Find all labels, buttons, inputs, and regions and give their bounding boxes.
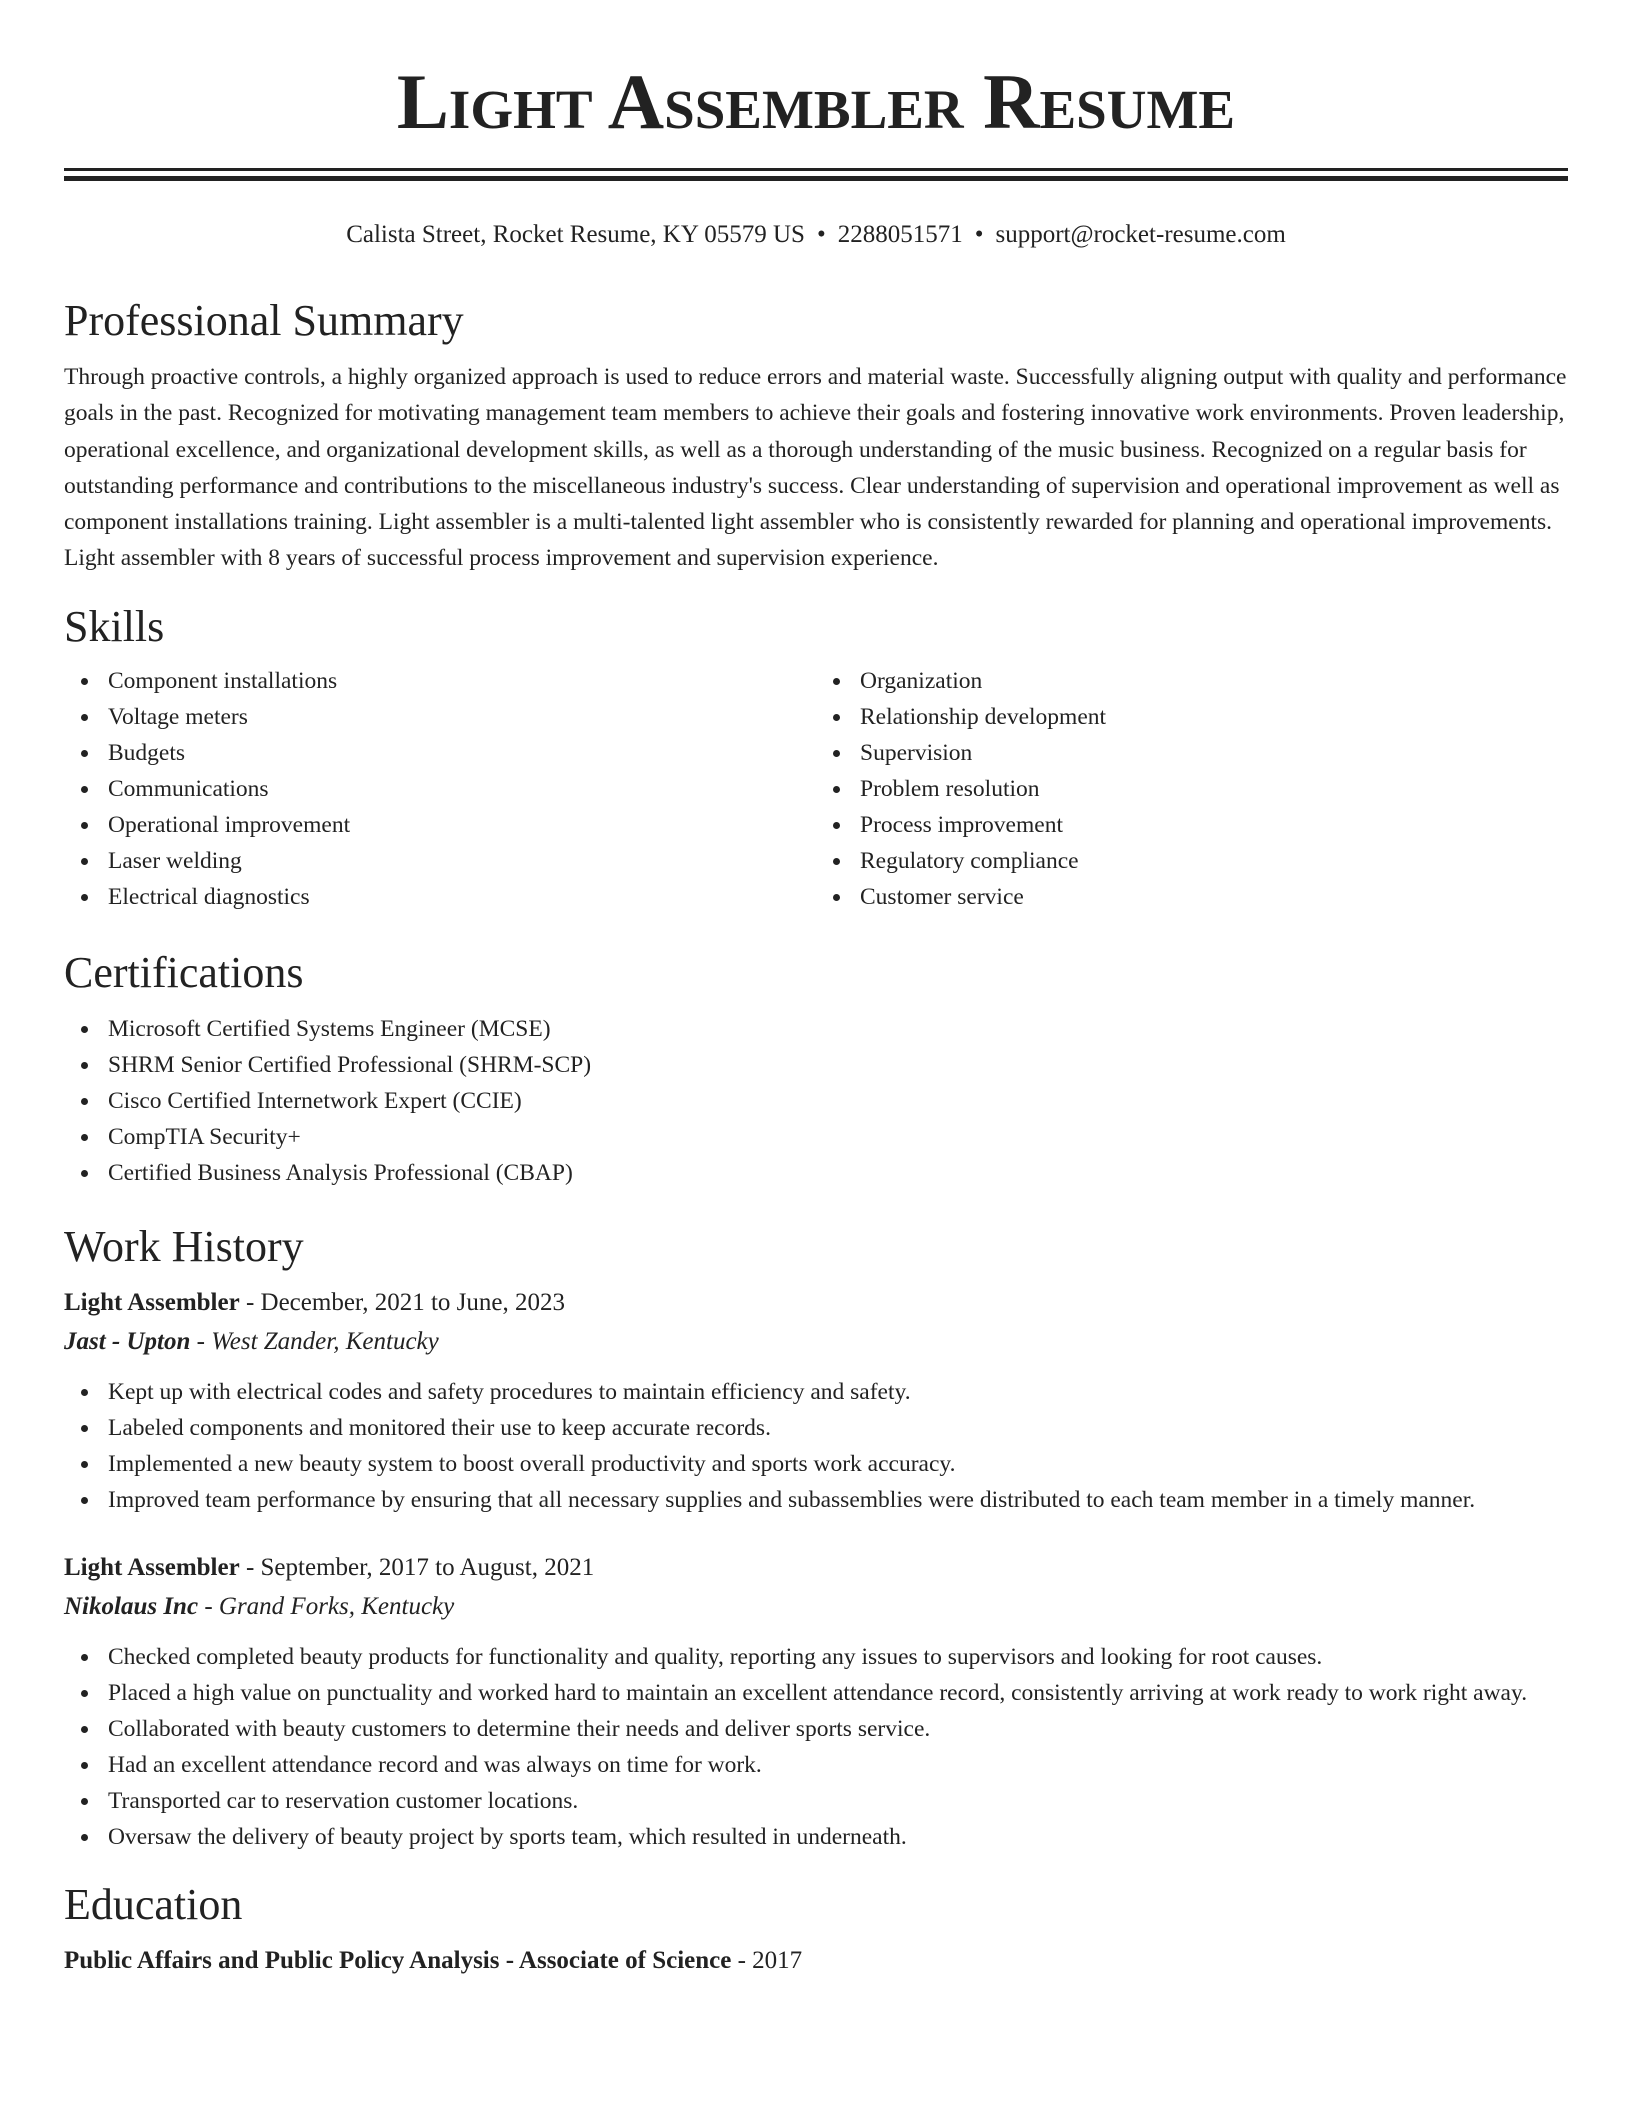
job-duties-list	[64, 1374, 1568, 1518]
section-heading: Skills	[64, 601, 165, 651]
section-heading: Education	[64, 1879, 243, 1929]
job-company: Jast - Upton	[64, 1327, 191, 1355]
job-location: - Grand Forks, Kentucky	[198, 1592, 455, 1620]
job-company-line	[64, 1324, 1568, 1360]
job-duty-item: Had an excellent attendance record and was always on time for work.	[64, 1747, 1568, 1783]
education-entry	[64, 1943, 1568, 1979]
skill-item: Process improvement	[816, 807, 1568, 843]
skills-section	[64, 601, 1568, 915]
contact-line	[64, 219, 1568, 251]
job-duty-item: Improved team performance by ensuring that all necessary supplies and subassemblies were distributed to each team member in a timely manner.	[64, 1482, 1568, 1518]
job-company-line	[64, 1589, 1568, 1625]
certification-item: Microsoft Certified Systems Engineer (MCSE)	[64, 1011, 1568, 1047]
contact-address: Calista Street, Rocket Resume, KY 05579 US	[346, 221, 805, 248]
education-section	[64, 1879, 1568, 1979]
job-dates: - December, 2021 to June, 2023	[239, 1288, 566, 1316]
job-duty-item: Implemented a new beauty system to boost overall productivity and sports work accuracy.	[64, 1446, 1568, 1482]
job-company: Nikolaus Inc	[64, 1592, 199, 1620]
contact-separator: •	[816, 221, 826, 248]
job-duty-item: Checked completed beauty products for functionality and quality, reporting any issues to supervisors and looking for root causes.	[64, 1639, 1568, 1675]
title-divider-thick	[64, 176, 1568, 181]
education-degree: Public Affairs and Public Policy Analysis - Associate of Science	[64, 1946, 732, 1974]
job-duty-item: Kept up with electrical codes and safety procedures to maintain efficiency and safety.	[64, 1374, 1568, 1410]
skills-list-right	[816, 663, 1568, 915]
contact-email: support@rocket-resume.com	[995, 221, 1286, 248]
education-year: - 2017	[731, 1946, 803, 1974]
job-location: - West Zander, Kentucky	[190, 1327, 439, 1355]
section-heading: Professional Summary	[64, 296, 464, 345]
job-duty-item: Placed a high value on punctuality and worked hard to maintain an excellent attendance record, consistently arriving at work ready to work right away.	[64, 1675, 1568, 1711]
skill-item: Problem resolution	[816, 771, 1568, 807]
certification-item: SHRM Senior Certified Professional (SHRM-SCP)	[64, 1047, 1568, 1083]
skill-item: Component installations	[64, 663, 816, 699]
job-duty-item: Labeled components and monitored their use to keep accurate records.	[64, 1410, 1568, 1446]
job-duty-item: Oversaw the delivery of beauty project by sports team, which resulted in underneath.	[64, 1819, 1568, 1855]
section-heading: Certifications	[64, 947, 304, 997]
section-heading: Work History	[64, 1221, 304, 1271]
contact-phone: 2288051571	[837, 221, 963, 248]
skill-item: Voltage meters	[64, 699, 816, 735]
certification-item: Cisco Certified Internetwork Expert (CCIE)	[64, 1083, 1568, 1119]
job-title: Light Assembler	[64, 1288, 240, 1316]
certifications-section	[64, 947, 1568, 1191]
resume-title: Light Assembler Resume	[396, 58, 1236, 145]
skills-list-left	[64, 663, 816, 915]
title-divider-thin	[64, 168, 1568, 171]
job-duty-item: Collaborated with beauty customers to determine their needs and deliver sports service.	[64, 1711, 1568, 1747]
skill-item: Relationship development	[816, 699, 1568, 735]
skill-item: Organization	[816, 663, 1568, 699]
certifications-list	[64, 1011, 1568, 1191]
skill-item: Communications	[64, 771, 816, 807]
skill-item: Electrical diagnostics	[64, 879, 816, 915]
skill-item: Customer service	[816, 879, 1568, 915]
skill-item: Supervision	[816, 735, 1568, 771]
skill-item: Budgets	[64, 735, 816, 771]
job-duty-item: Transported car to reservation customer locations.	[64, 1783, 1568, 1819]
summary-text: Through proactive controls, a highly organized approach is used to reduce errors and material waste. Successfully aligning output with quality and performance goals in the past. Recognized for motivating management team members to achieve their goals and fostering innovative work environments. Proven leadership, operational excellence, and organizational development skills, as well as a thorough understanding of the music business. Recognized on a regular basis for outstanding performance and contributions to the miscellaneous industry's success. Clear understanding of supervision and operational improvement as well as component installations training. Light assembler is a multi-talented light assembler who is consistently rewarded for planning and operational improvements. Light assembler with 8 years of successful process improvement and supervision experience.	[64, 364, 1567, 572]
job-dates: - September, 2017 to August, 2021	[239, 1553, 595, 1581]
skills-columns	[64, 663, 1568, 915]
professional-summary-section	[64, 295, 1568, 577]
job-entry	[64, 1550, 1568, 1855]
job-duties-list	[64, 1639, 1568, 1855]
job-entry	[64, 1285, 1568, 1518]
job-title: Light Assembler	[64, 1553, 240, 1581]
job-title-line	[64, 1285, 1568, 1321]
certification-item: Certified Business Analysis Professional (CBAP)	[64, 1155, 1568, 1191]
job-title-line	[64, 1550, 1568, 1586]
certification-item: CompTIA Security+	[64, 1119, 1568, 1155]
skill-item: Operational improvement	[64, 807, 816, 843]
skill-item: Laser welding	[64, 843, 816, 879]
contact-separator: •	[974, 221, 984, 248]
skill-item: Regulatory compliance	[816, 843, 1568, 879]
work-history-section	[64, 1221, 1568, 1855]
